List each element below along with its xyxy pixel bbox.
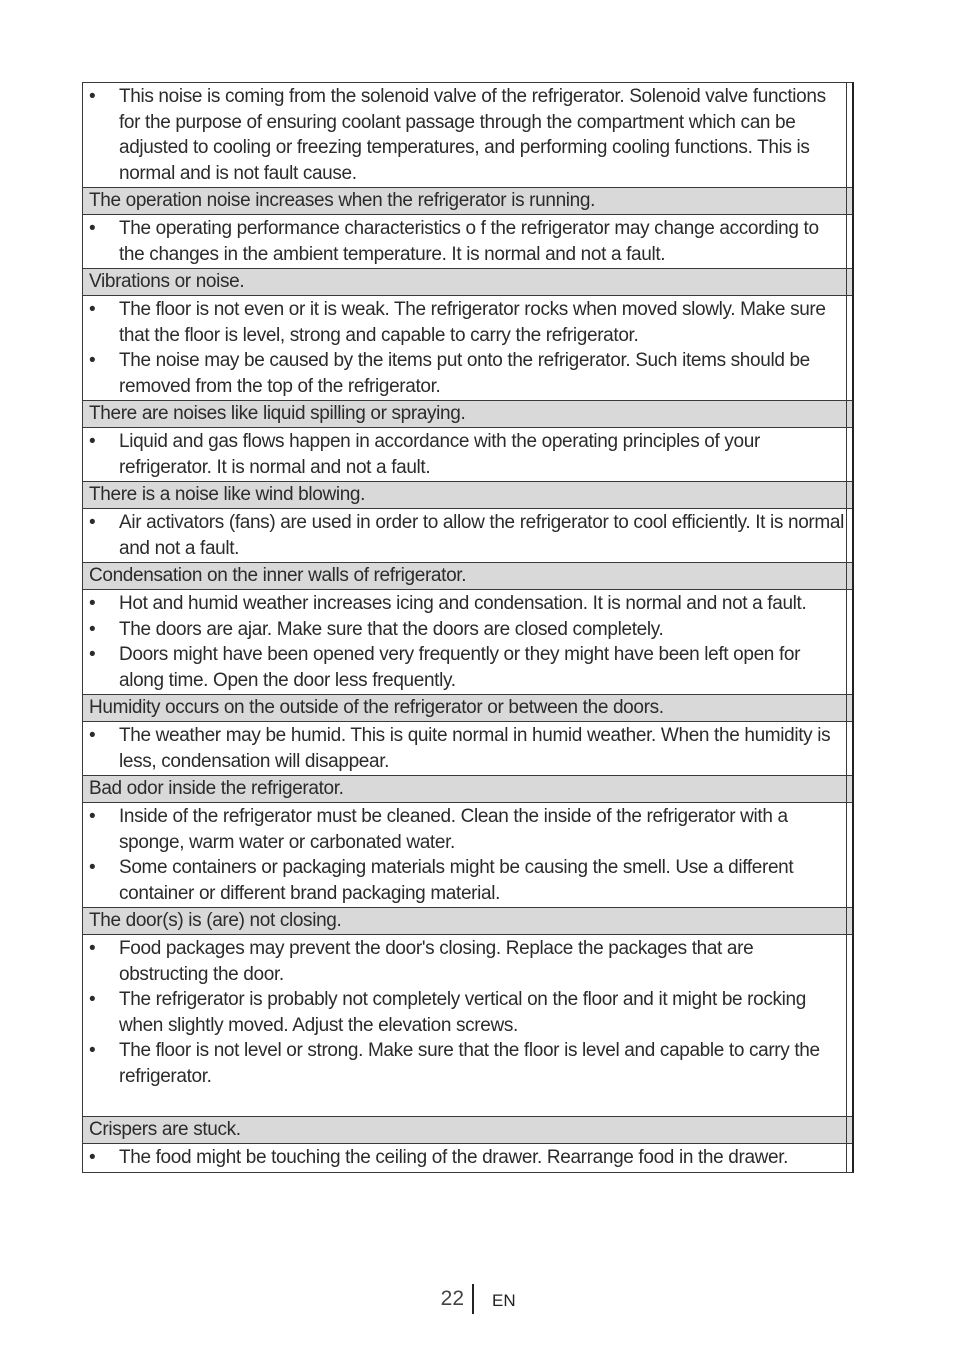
solution-row (83, 934, 852, 1116)
solution-item: • The food might be touching the ceiling of the drawer. Rearrange food in the drawer. (83, 1145, 844, 1171)
solution-item: • This noise is coming from the solenoid valve of the refrigerator. Solenoid valve functions for the purpose of ensuring coolant passage through the compartment which can be adjusted to cooling or freezing temperatures, and performing cooling functions. This is normal and is not fault cause. (83, 84, 844, 186)
solution-item: • Hot and humid weather increases icing and condensation. It is normal and not a fault. (83, 591, 844, 617)
solution-row (83, 1143, 852, 1172)
solution-item: • Some containers or packaging materials might be causing the smell. Use a different container or different brand packaging material. (83, 855, 844, 906)
problem-header: Vibrations or noise. (83, 268, 852, 295)
page-footer (0, 1284, 954, 1314)
solution-item: • The doors are ajar. Make sure that the doors are closed completely. (83, 617, 844, 643)
problem-header: Crispers are stuck. (83, 1116, 852, 1143)
solution-item: • The floor is not level or strong. Make sure that the floor is level and capable to carry the refrigerator. (83, 1038, 844, 1089)
solution-row (83, 427, 852, 481)
page-number: 22 (440, 1287, 464, 1310)
solution-item: • Inside of the refrigerator must be cleaned. Clean the inside of the refrigerator with a sponge, warm water or carbonated water. (83, 804, 844, 855)
problem-header: The door(s) is (are) not closing. (83, 907, 852, 934)
solution-row (83, 295, 852, 400)
problem-header: There are noises like liquid spilling or spraying. (83, 400, 852, 427)
solution-row (83, 508, 852, 562)
solution-item: • The weather may be humid. This is quite normal in humid weather. When the humidity is less, condensation will disappear. (83, 723, 844, 774)
solution-item: • The noise may be caused by the items put onto the refrigerator. Such items should be removed from the top of the refrigerator. (83, 348, 844, 399)
solution-row (83, 589, 852, 694)
solution-row (83, 802, 852, 907)
solution-item: • The floor is not even or it is weak. The refrigerator rocks when moved slowly. Make sure that the floor is level, strong and capable to carry the refrigerator. (83, 297, 844, 348)
problem-header: Bad odor inside the refrigerator. (83, 775, 852, 802)
problem-header: Condensation on the inner walls of refrigerator. (83, 562, 852, 589)
troubleshooting-table (82, 82, 854, 1173)
solution-item: • Doors might have been opened very frequently or they might have been left open for along time. Open the door less frequently. (83, 642, 844, 693)
solution-item: • Air activators (fans) are used in order to allow the refrigerator to cool efficiently. It is normal and not a fault. (83, 510, 844, 561)
solution-item: • Food packages may prevent the door's closing. Replace the packages that are obstructing the door. (83, 936, 844, 987)
solution-item: • Liquid and gas flows happen in accordance with the operating principles of your refrigerator. It is normal and not a fault. (83, 429, 844, 480)
solution-row (83, 214, 852, 268)
problem-header: Humidity occurs on the outside of the refrigerator or between the doors. (83, 694, 852, 721)
solution-item: • The operating performance characteristics o f the refrigerator may change according to the changes in the ambient temperature. It is normal and not a fault. (83, 216, 844, 267)
solution-item: • The refrigerator is probably not completely vertical on the floor and it might be rocking when slightly moved. Adjust the elevation screws. (83, 987, 844, 1038)
problem-header: The operation noise increases when the refrigerator is running. (83, 187, 852, 214)
solution-row (83, 83, 852, 187)
footer-divider (472, 1284, 474, 1314)
problem-header: There is a noise like wind blowing. (83, 481, 852, 508)
solution-row (83, 721, 852, 775)
language-code: EN (492, 1291, 516, 1310)
